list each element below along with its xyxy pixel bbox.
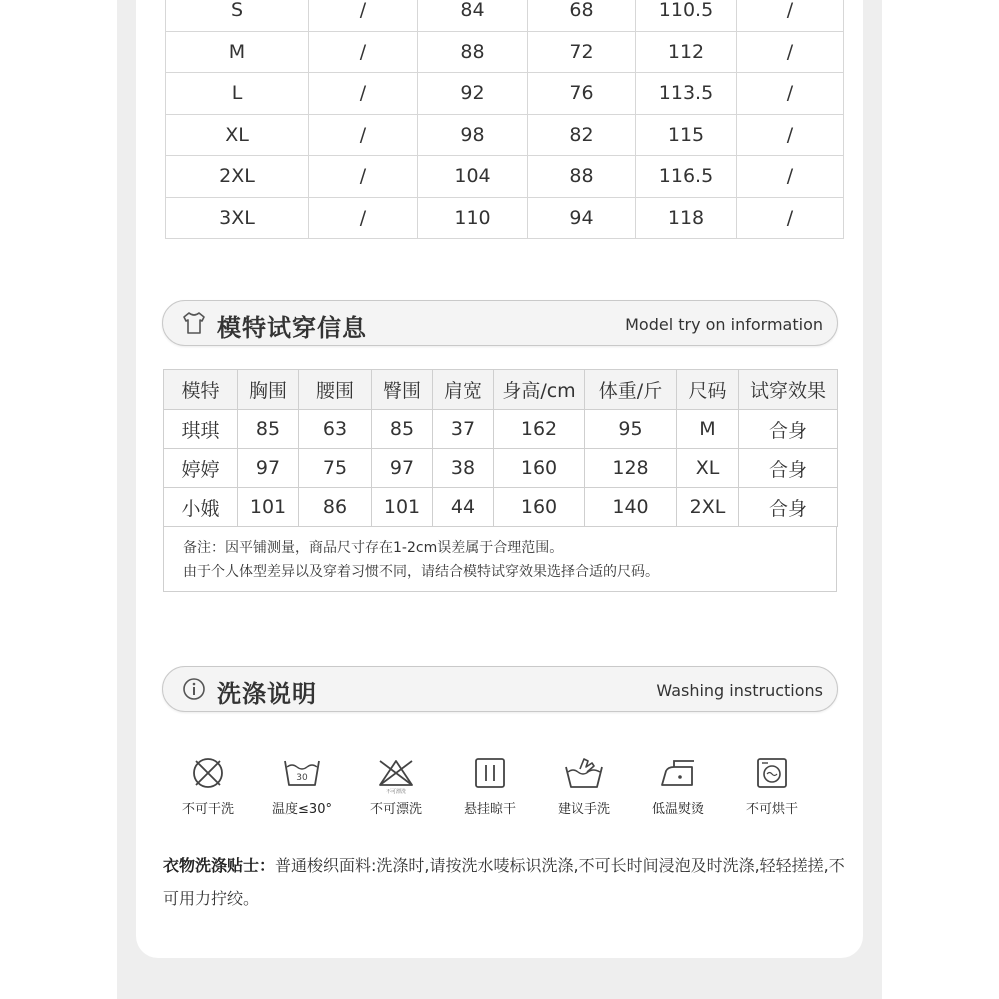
size-cell: 84 xyxy=(418,0,528,31)
size-cell: 110 xyxy=(418,197,528,239)
model-cell: 小娥 xyxy=(164,488,238,527)
model-cell: 琪琪 xyxy=(164,410,238,449)
model-table xyxy=(163,369,838,527)
size-cell: / xyxy=(737,31,844,73)
size-cell: 104 xyxy=(418,156,528,198)
model-cell: 2XL xyxy=(677,488,739,527)
model-cell: 合身 xyxy=(739,488,838,527)
model-cell: M xyxy=(677,410,739,449)
wash-30-icon xyxy=(282,755,322,791)
wash-label: 不可漂洗 xyxy=(369,802,422,817)
model-section-title: 模特试穿信息 xyxy=(217,314,367,342)
size-cell: 82 xyxy=(528,114,636,156)
low-iron-icon xyxy=(658,755,698,791)
wash-label: 不可干洗 xyxy=(181,802,234,817)
size-cell: 92 xyxy=(418,73,528,115)
model-header-cell: 模特 xyxy=(164,370,238,410)
model-cell: 101 xyxy=(372,488,433,527)
model-row xyxy=(164,449,838,488)
size-cell: 76 xyxy=(528,73,636,115)
size-cell: 110.5 xyxy=(636,0,737,31)
model-cell: 128 xyxy=(585,449,677,488)
wash-item-no-bleach xyxy=(350,755,442,817)
info-icon xyxy=(181,676,207,702)
note-line-2: 由于个人体型差异以及穿着习惯不同，请结合模特试穿效果选择合适的尺码。 xyxy=(183,564,659,580)
model-cell: 85 xyxy=(238,410,299,449)
size-cell: / xyxy=(737,73,844,115)
wash-tip-label: 衣物洗涤贴士： xyxy=(163,856,276,875)
size-cell: 118 xyxy=(636,197,737,239)
model-cell: XL xyxy=(677,449,739,488)
model-cell: 85 xyxy=(372,410,433,449)
size-row xyxy=(166,31,844,73)
size-row xyxy=(166,114,844,156)
size-cell: 68 xyxy=(528,0,636,31)
size-cell: / xyxy=(737,114,844,156)
size-cell: 72 xyxy=(528,31,636,73)
size-cell: 2XL xyxy=(166,156,309,198)
model-cell: 97 xyxy=(372,449,433,488)
model-row xyxy=(164,410,838,449)
shirt-icon xyxy=(181,310,207,336)
wash-label: 不可烘干 xyxy=(745,802,798,817)
wash-section-subtitle: Washing instructions xyxy=(656,681,823,700)
hang-dry-icon xyxy=(472,755,508,791)
wash-tip-text: 普通梭织面料:洗涤时,请按洗水唛标识洗涤,不可长时间浸泡及时洗涤,轻轻搓搓,不可用力拧绞。 xyxy=(163,856,845,908)
model-table-wrap xyxy=(163,369,837,592)
model-cell: 38 xyxy=(433,449,494,488)
model-cell: 37 xyxy=(433,410,494,449)
wash-label: 温度≤30° xyxy=(272,802,332,817)
size-cell: 116.5 xyxy=(636,156,737,198)
model-cell: 160 xyxy=(494,488,585,527)
model-header-cell: 腰围 xyxy=(299,370,372,410)
model-cell: 86 xyxy=(299,488,372,527)
wash-item-low-iron xyxy=(632,755,724,817)
size-cell: 113.5 xyxy=(636,73,737,115)
model-section-subtitle: Model try on information xyxy=(625,315,823,334)
model-cell: 婷婷 xyxy=(164,449,238,488)
model-header-row xyxy=(164,370,838,410)
model-cell: 97 xyxy=(238,449,299,488)
wash-section-header xyxy=(162,666,838,712)
size-cell: / xyxy=(309,114,418,156)
no-bleach-icon xyxy=(376,755,416,795)
model-cell: 162 xyxy=(494,410,585,449)
model-header-cell: 尺码 xyxy=(677,370,739,410)
model-header-cell: 胸围 xyxy=(238,370,299,410)
hand-wash-icon xyxy=(562,755,606,791)
size-cell: 88 xyxy=(528,156,636,198)
size-cell: XL xyxy=(166,114,309,156)
model-header-cell: 臀围 xyxy=(372,370,433,410)
size-row xyxy=(166,0,844,31)
wash-label: 建议手洗 xyxy=(557,802,610,817)
wash-icons-row xyxy=(162,755,842,825)
model-cell: 140 xyxy=(585,488,677,527)
model-cell: 合身 xyxy=(739,449,838,488)
no-dry-clean-icon xyxy=(190,755,226,791)
size-table xyxy=(165,0,844,239)
size-cell: 112 xyxy=(636,31,737,73)
size-cell: 94 xyxy=(528,197,636,239)
wash-label: 悬挂晾干 xyxy=(463,802,516,817)
wash-item-no-dry-clean xyxy=(162,755,254,817)
no-bleach-badge: 不可漂洗 xyxy=(385,789,407,795)
wash-tip xyxy=(163,849,853,915)
size-row xyxy=(166,156,844,198)
model-header-cell: 体重/斤 xyxy=(585,370,677,410)
size-cell: / xyxy=(309,73,418,115)
size-cell: / xyxy=(309,31,418,73)
size-cell: / xyxy=(737,156,844,198)
model-note xyxy=(163,527,837,592)
note-line-1: 备注：因平铺测量，商品尺寸存在1-2cm误差属于合理范围。 xyxy=(183,540,564,556)
model-header-cell: 试穿效果 xyxy=(739,370,838,410)
model-cell: 63 xyxy=(299,410,372,449)
size-cell: / xyxy=(737,0,844,31)
model-cell: 101 xyxy=(238,488,299,527)
model-header-cell: 身高/cm xyxy=(494,370,585,410)
model-row xyxy=(164,488,838,527)
model-cell: 44 xyxy=(433,488,494,527)
model-header-cell: 肩宽 xyxy=(433,370,494,410)
model-section-header xyxy=(162,300,838,346)
size-cell: M xyxy=(166,31,309,73)
wash-section-title: 洗涤说明 xyxy=(217,680,317,708)
size-row xyxy=(166,197,844,239)
size-cell: S xyxy=(166,0,309,31)
size-cell: L xyxy=(166,73,309,115)
size-cell: / xyxy=(309,156,418,198)
size-cell: 3XL xyxy=(166,197,309,239)
wash-temp-badge: 30 xyxy=(296,773,308,783)
size-row xyxy=(166,73,844,115)
model-cell: 160 xyxy=(494,449,585,488)
wash-item-no-tumble-dry xyxy=(726,755,818,817)
size-cell: 115 xyxy=(636,114,737,156)
model-cell: 95 xyxy=(585,410,677,449)
no-tumble-dry-icon xyxy=(754,755,790,791)
wash-item-30 xyxy=(256,755,348,817)
size-cell: / xyxy=(737,197,844,239)
wash-item-hand-wash xyxy=(538,755,630,817)
size-cell: / xyxy=(309,0,418,31)
size-cell: / xyxy=(309,197,418,239)
size-cell: 98 xyxy=(418,114,528,156)
model-cell: 合身 xyxy=(739,410,838,449)
model-cell: 75 xyxy=(299,449,372,488)
size-cell: 88 xyxy=(418,31,528,73)
wash-item-hang-dry xyxy=(444,755,536,817)
wash-label: 低温熨烫 xyxy=(651,802,704,817)
